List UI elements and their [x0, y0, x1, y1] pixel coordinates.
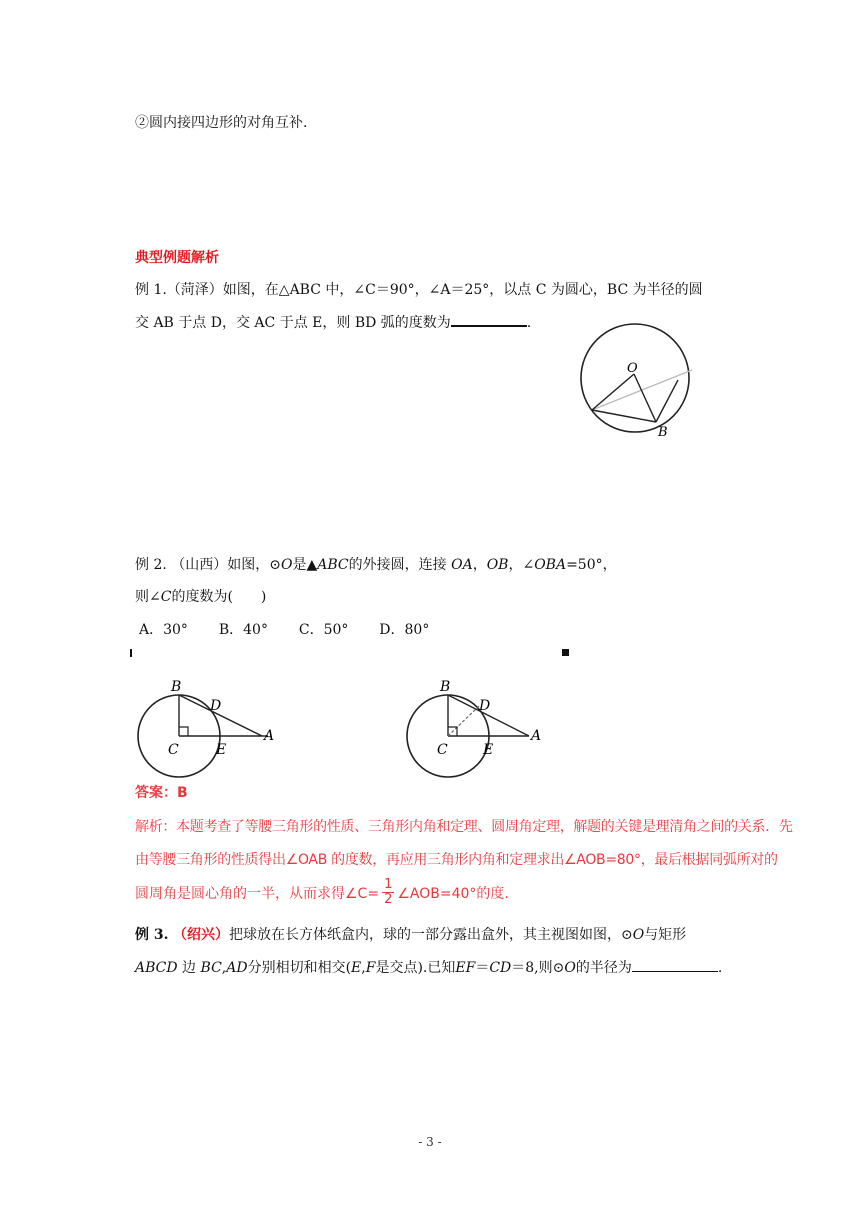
label-d: D: [210, 698, 222, 714]
text-segment: 是: [292, 557, 307, 573]
label-b: B: [171, 679, 182, 695]
example-2-line-1: 例 2. （山西）如图，⊙O是▲ABC的外接圆，连接 OA，OB，∠OBA=50°，: [135, 557, 617, 573]
fraction-half: [382, 878, 394, 907]
example-1-line-2: [135, 313, 531, 333]
option-d[interactable]: D．80°: [379, 622, 430, 638]
segment-cd-dashed: [448, 706, 479, 736]
example-2-line-2: [135, 587, 266, 607]
angle-c: C: [160, 589, 172, 605]
analysis-line-3: [135, 878, 509, 907]
label-b: B: [440, 679, 451, 695]
example-2-options: [139, 620, 429, 640]
circle-o: O: [632, 927, 645, 943]
segment-ef: EF: [455, 960, 476, 976]
segment-ob: OB: [486, 557, 509, 573]
label-a: A: [531, 728, 542, 744]
example-2-figure-left: [134, 672, 284, 782]
label-e: E: [483, 742, 494, 758]
example-2-figure-right: [403, 672, 553, 782]
right-angle-mark: [179, 727, 188, 736]
text-segment: 的度数为( ): [171, 589, 267, 605]
text-segment: 的外接圆，连接: [348, 557, 447, 573]
fraction-denominator: 2: [384, 892, 393, 907]
example-2-intro: 例 2. （山西）如图，⊙: [135, 557, 281, 573]
image-anchor-mark: [130, 649, 132, 657]
analysis-text: 圆周角是圆心角的一半，从而求得∠C=: [135, 885, 380, 902]
analysis-line-2: 由等腰三角形的性质得出∠OAB 的度数，再应用三角形内角和定理求出∠AOB=80°，最后根据同弧所对的: [135, 852, 778, 868]
text-segment: 则∠: [135, 589, 161, 605]
point-e: E: [351, 960, 362, 976]
text-segment: .: [717, 960, 723, 976]
point-f: F: [365, 960, 376, 976]
section-heading: 典型例题解析: [135, 250, 219, 266]
circle-o: O: [564, 960, 576, 976]
label-e: E: [216, 742, 227, 758]
option-b[interactable]: B．40°: [218, 622, 268, 638]
text-segment: 边: [177, 960, 201, 976]
example-3-label: 例 3.: [135, 927, 169, 943]
option-a[interactable]: A．30°: [139, 622, 188, 638]
radius-ob: [634, 374, 656, 422]
text-segment: ＝8,则⊙: [511, 960, 565, 976]
side-bc: BC: [200, 960, 222, 976]
text-segment: 的半径为: [575, 960, 632, 976]
example-1-line-1: 例 1.（菏泽）如图，在△ABC 中，∠C＝90°，∠A＝25°，以点 C 为圆心，BC 为半径的圆: [135, 282, 703, 298]
label-c: C: [437, 742, 448, 758]
text-segment: 与矩形: [644, 927, 687, 943]
segment-oa: OA: [451, 557, 473, 573]
triangle-abc: ABC: [317, 557, 349, 573]
text-segment: ＝: [475, 960, 490, 976]
example-3-source: （绍兴）: [172, 927, 229, 943]
image-anchor-mark: [562, 649, 569, 656]
text-segment: 是交点).已知: [375, 960, 456, 976]
option-c[interactable]: C．50°: [298, 622, 349, 638]
answer-blank[interactable]: [632, 971, 718, 972]
text-segment: =50°，: [566, 557, 617, 573]
example-1-question: 交 AB 于点 D，交 AC 于点 E，则 BD 弧的度数为: [135, 315, 451, 331]
side-ad: AD: [226, 960, 248, 976]
example-3-line-2: ABCD 边 BC,AD分别相切和相交(E,F是交点).已知EF＝CD＝8,则⊙O的半径为 .: [135, 960, 723, 976]
triangle-symbol: ▲: [306, 557, 318, 573]
rectangle-abcd: ABCD: [135, 960, 178, 976]
page-number: - 3 -: [418, 1135, 442, 1149]
circle-o: O: [281, 557, 293, 573]
text-segment: 分别相切和相交(: [247, 960, 352, 976]
example-1-figure: [572, 318, 702, 442]
label-o: O: [627, 361, 638, 376]
label-d: D: [479, 698, 491, 714]
label-b: B: [658, 425, 668, 440]
answer-blank[interactable]: [451, 325, 527, 327]
segment-cd: CD: [489, 960, 512, 976]
angle-oba: OBA: [534, 557, 567, 573]
label-a: A: [264, 728, 275, 744]
analysis-line-1: 解析：本题考查了等腰三角形的性质、三角形内角和定理、圆周角定理，解题的关键是理清角之间的关系．先: [135, 819, 793, 835]
text-segment: 把球放在长方体纸盒内，球的一部分露出盒外，其主视图如图，⊙: [228, 927, 633, 943]
period: .: [526, 315, 532, 331]
label-c: C: [168, 742, 179, 758]
text-segment: ,: [221, 960, 227, 976]
radius-oa: [592, 374, 634, 410]
fraction-numerator: 1: [384, 877, 393, 892]
text-segment: ，∠: [508, 557, 535, 573]
example-3-line-1: [135, 925, 686, 945]
intro-point: ②圆内接四边形的对角互补.: [135, 115, 308, 131]
analysis-text: ∠AOB=40°的度.: [397, 885, 509, 902]
answer-label: 答案：B: [135, 785, 188, 801]
